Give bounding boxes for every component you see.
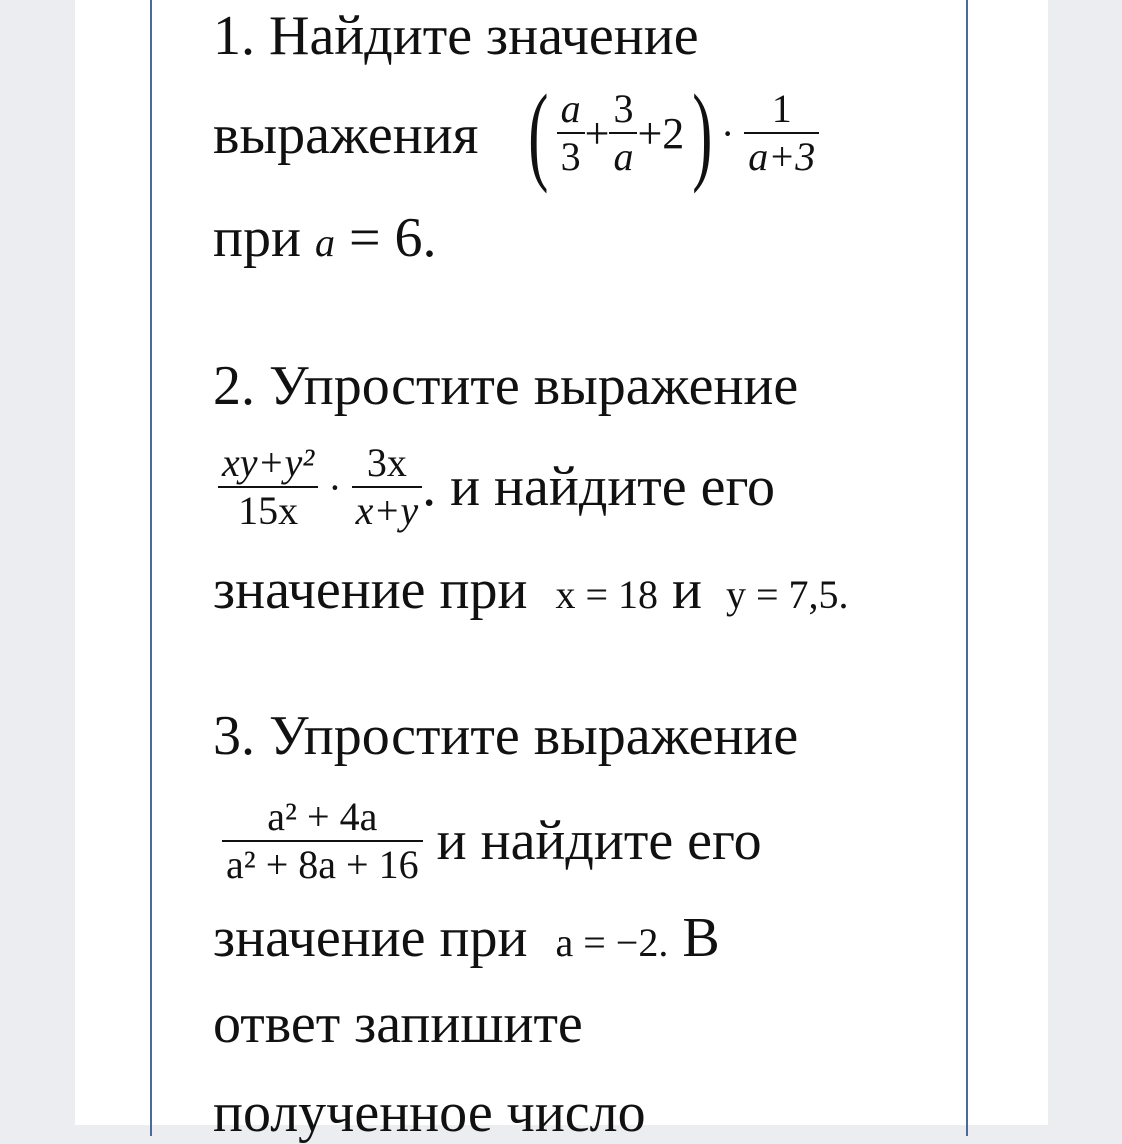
fraction-3x-over-x-plus-y: $\frac{3x}{x+y}$ bbox=[352, 440, 423, 534]
problem3-condition: значение при a = −2. В bbox=[213, 907, 720, 969]
problem1-expression bbox=[520, 72, 819, 194]
plus-sign: + bbox=[584, 108, 610, 158]
multiply-dot: · bbox=[328, 464, 342, 510]
problem3-line5: ответ запишите bbox=[213, 993, 583, 1055]
problem3-title: 3. Упростите выражение bbox=[213, 705, 799, 767]
left-paren: ( bbox=[528, 72, 549, 194]
problem2-condition: значение при x = 18 и y = 7,5. bbox=[213, 559, 849, 621]
fraction-1-over-a-plus-3: $\frac{1}{a+3}$ bbox=[744, 86, 819, 180]
fraction-a-over-3: $\frac{a}{3}$ bbox=[557, 86, 585, 180]
fraction-3-over-a: $\frac{3}{a}$ bbox=[609, 86, 637, 180]
problem3-line6: полученное число bbox=[213, 1082, 646, 1144]
problem2-title: 2. Упростите выражение bbox=[213, 355, 799, 417]
problem1-condition: при a = 6. bbox=[213, 207, 437, 269]
fraction-a2-plus-4a-over-a2-plus-8a-plus-16: $\frac{\text{a² + 4a}}{\text{a² + 8a + 16}}$ bbox=[222, 794, 423, 888]
problem3-tail: и найдите его bbox=[436, 810, 762, 872]
fraction-xy-plus-y2-over-15x: $\frac{\text{xy+y²}}{15x}$ bbox=[218, 440, 318, 534]
right-paren: ) bbox=[692, 72, 713, 194]
problem1-word: выражения bbox=[213, 104, 479, 166]
problem2-tail: . и найдите его bbox=[422, 456, 776, 518]
multiply-dot: · bbox=[720, 110, 735, 156]
problem3-expression bbox=[222, 786, 762, 896]
problem1-title: 1. Найдите значение bbox=[213, 5, 699, 67]
plus-two: +2 bbox=[637, 108, 685, 158]
problem2-expression bbox=[218, 432, 775, 542]
